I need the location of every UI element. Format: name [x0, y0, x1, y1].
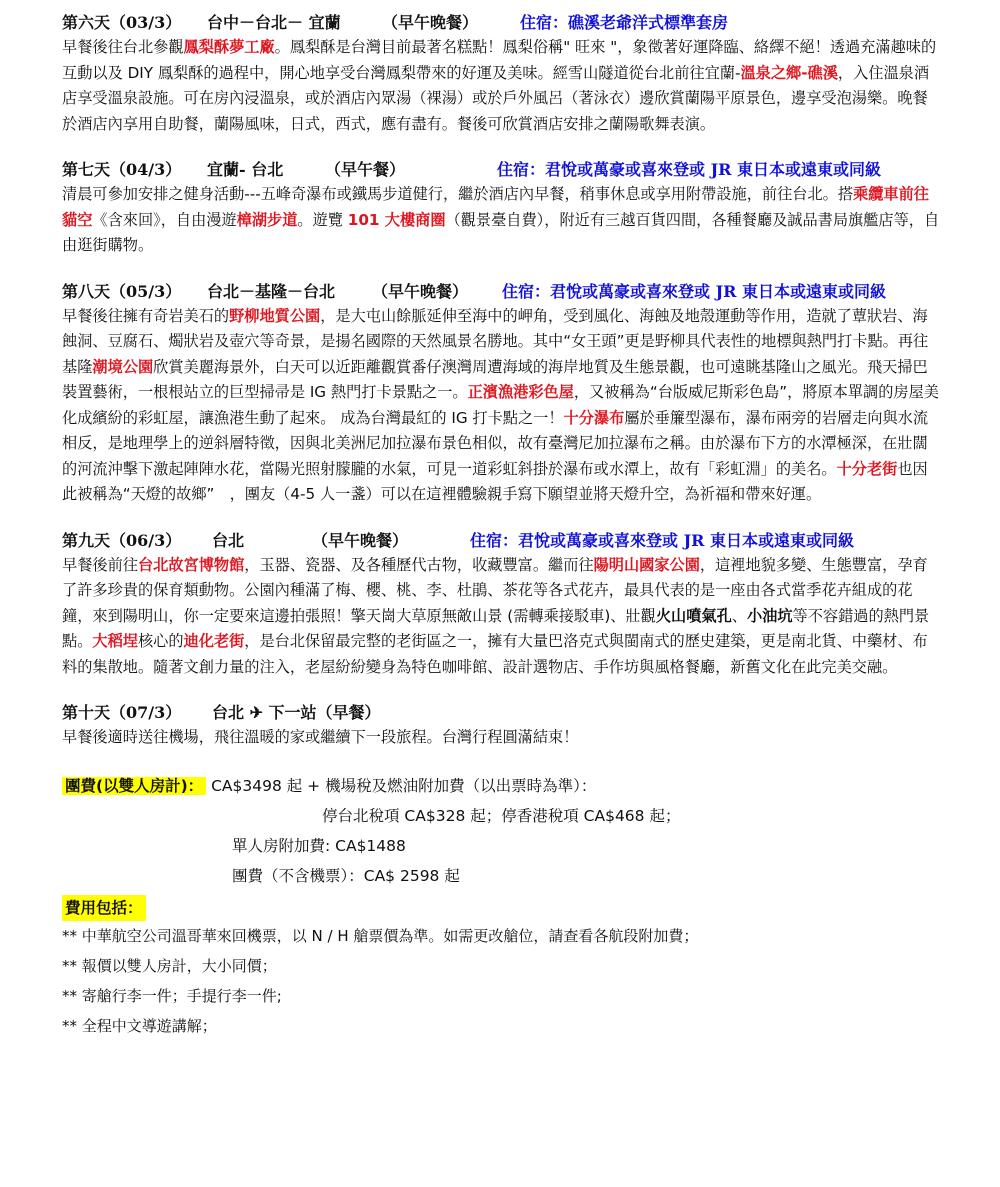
description-text: 。遊覽 [297, 210, 348, 229]
day-section [62, 528, 942, 681]
description-text: 。鳳梨酥是台灣目前最著名糕點！鳳梨俗稱" 旺來 "，象徵著好運降臨、絡繹不絕！透過充滿趣味的互動以及 DIY 鳳梨酥的過程中，開心地享受台灣鳳梨帶來的好運及美味。經雪山隧道從台北前往宜蘭- [62, 38, 937, 82]
description-text: （觀景臺自費），附近有三越百貨四間，各種餐廳及誠品書局旗艦店等，自由逛街購物。 [62, 210, 940, 254]
highlight-attraction: 正濱漁港彩色屋 [467, 383, 574, 401]
includes-item: ** 全程中文導遊講解； [62, 1016, 217, 1035]
fee-main: CA$3498 起 + 機場稅及燃油附加費（以出票時為準）： [206, 776, 597, 795]
day-heading [62, 528, 942, 553]
description-text: 清晨可參加安排之健身活動---五峰奇瀑布或鐵馬步道健行，繼於酒店內早餐，稍事休息或享用附帶設施，前往台北。搭 [62, 185, 854, 203]
highlight-attraction: 大稻埕 [92, 632, 138, 650]
includes-list [62, 921, 942, 1041]
includes-item: ** 寄艙行李一件；手提行李一件; [62, 986, 282, 1005]
fee-single: 單人房附加費: CA$1488 [232, 836, 406, 855]
includes-label: 費用包括： [62, 895, 146, 921]
day-heading-part: 台北－基隆－台北 [207, 281, 336, 301]
highlight-attraction: 迪化老街 [183, 632, 245, 650]
itinerary-page [62, 10, 942, 1041]
day-heading-part: （早午晚餐） [382, 13, 479, 32]
description-text: ，入住溫泉酒店享受溫泉設施。可在房內浸溫泉，或於酒店內眾湯（裸湯）或於戶外風呂（著泳衣）邊欣賞蘭陽平原景色，邊享受泡湯樂。晚餐於酒店內享用自助餐，蘭陽風味，日式，西式，應有盡有。餐後可欣賞酒店安排之蘭陽歌舞表演。 [62, 63, 930, 133]
day-description [62, 725, 942, 751]
day-heading-part: （早午餐） [325, 160, 406, 179]
description-text: 也因此被稱為“天燈的故鄉” ，團友（4-5 人一盞）可以在這裡體驗親手寫下願望並將天燈升空，為祈福和帶來好運。 [62, 459, 928, 503]
day-heading-part: 台中－台北－ 宜蘭 [207, 13, 341, 32]
highlight-attraction: 十分瀑布 [563, 408, 625, 427]
day-heading-part: 第九天（06/3） [62, 530, 182, 550]
description-text: 早餐後往擁有奇岩美石的 [62, 306, 230, 325]
day-heading-part: （早午晚餐） [312, 530, 409, 550]
day-heading-part: 宜蘭- 台北 [207, 160, 284, 179]
day-hotel: 住宿：君悅或萬豪或喜來登或 JR 東日本或遠東或同級 [470, 530, 855, 550]
day-heading [62, 279, 942, 304]
day-heading-part: 第六天（03/3） [62, 13, 182, 32]
day-section [62, 279, 942, 508]
description-text: 早餐後適時送往機場，飛往溫暖的家或繼續下一段旅程。台灣行程圓滿結束！ [62, 728, 579, 746]
day-description [62, 304, 942, 508]
day-heading-part: 台北 [212, 530, 245, 550]
description-text: ，玉器、瓷器、及各種歷代古物，收藏豐富。繼而往 [244, 555, 594, 574]
day-hotel: 住宿：君悅或萬豪或喜來登或 JR 東日本或遠東或同級 [502, 281, 887, 301]
highlight-attraction: 十分老街 [836, 459, 898, 478]
bold-attraction: 小油坑 [746, 606, 793, 625]
description-text: 核心的 [137, 632, 184, 650]
includes-section [62, 891, 942, 1041]
day-heading-part: （早午晚餐） [372, 281, 469, 301]
fee-taxes: 停台北稅項 CA$328 起；停香港稅項 CA$468 起； [322, 806, 681, 825]
highlight-attraction: 台北故宮博物館 [137, 555, 245, 574]
day-hotel: 住宿：礁溪老爺洋式標準套房 [520, 13, 729, 32]
day-heading-part: 第七天（04/3） [62, 160, 182, 179]
fee-section [62, 771, 942, 891]
fee-no-air: 團費（不含機票）：CA$ 2598 起 [232, 866, 460, 885]
day-hotel: 住宿：君悅或萬豪或喜來登或 JR 東日本或遠東或同級 [497, 160, 882, 179]
day-section [62, 10, 942, 137]
description-text: ，又被稱為“台版威尼斯彩色島”，將原本單調的房屋美化成繽紛的彩虹屋，讓漁港生動了起來。 成為台灣最紅的 IG 打卡點之一！ [62, 383, 939, 427]
description-text: ，是台北保留最完整的老街區之一，擁有大量巴洛克式與閩南式的歷史建築，更是南北貨、中藥材、布料的集散地。隨著文創力量的注入，老屋紛紛變身為特色咖啡館、設計選物店、手作坊與風格餐廳，新舊文化在此完美交融。 [62, 632, 928, 676]
includes-item: ** 中華航空公司溫哥華來回機票，以 N / H 艙票價為準。如需更改艙位，請查看各航段附加費； [62, 926, 699, 945]
fee-label: 團費(以雙人房計)： [62, 777, 206, 795]
day-heading [62, 10, 942, 35]
day-list [62, 10, 942, 751]
description-text: 早餐後往台北參觀 [62, 38, 184, 56]
description-text: 、 [731, 606, 747, 625]
highlight-attraction: 101 大樓商圈 [347, 210, 446, 229]
day-heading-part: 第八天（05/3） [62, 281, 182, 301]
highlight-attraction: 潮境公園 [92, 357, 154, 376]
highlight-attraction: 陽明山國家公園 [593, 555, 700, 574]
day-heading-part: 台北 ✈ 下一站（早餐） [212, 703, 381, 722]
description-text: 等不容錯過的熱門景點。 [62, 606, 930, 650]
highlight-attraction: 乘纜車前往貓空 [62, 185, 929, 229]
description-text: ，這裡地貌多變、生態豐富，孕育了許多珍貴的保育類動物。公園內種滿了梅、櫻、桃、李、杜鵑、茶花等各式花卉，最具代表的是一座由各式當季花卉組成的花鐘，來到陽明山，你一定要來這邊拍張照！擎天崗大草原無敵山景 (需轉乘接駁車)、壯觀 [62, 555, 928, 625]
description-text: 《含來回》，自由漫遊 [92, 210, 237, 229]
includes-item: ** 報價以雙人房計，大小同價； [62, 956, 277, 975]
description-text: 早餐後前往 [62, 555, 138, 574]
description-text: 屬於垂簾型瀑布，瀑布兩旁的岩層走向與水流相反，是地理學上的逆斜層特徵，因與北美洲尼加拉瀑布景色相似，故有臺灣尼加拉瀑布之稱。由於瀑布下方的水潭極深，在壯闊的河流沖擊下激起陣陣水花，當陽光照射朦朧的水氣，可見一道彩虹斜掛於瀑布或水潭上，故有「彩虹淵」的美名。 [62, 408, 929, 478]
highlight-attraction: 野柳地質公園 [229, 306, 321, 325]
day-description [62, 35, 942, 137]
day-heading [62, 157, 942, 182]
day-section [62, 700, 942, 751]
day-description [62, 553, 942, 681]
fee-main-line [62, 771, 942, 801]
day-section [62, 157, 942, 259]
highlight-attraction: 鳳梨酥夢工廠 [183, 38, 275, 56]
day-heading-part: 第十天（07/3） [62, 703, 182, 722]
day-heading [62, 700, 942, 725]
day-description [62, 182, 942, 259]
description-text: 欣賞美麗海景外，白天可以近距離觀賞番仔澳灣周遭海域的海岸地質及生態景觀，也可遠眺基隆山之風光。飛天掃巴裝置藝術，一根根站立的巨型掃帚是 IG 熱門打卡景點之一。 [62, 357, 928, 401]
highlight-attraction: 溫泉之鄉-礁溪 [740, 63, 838, 82]
bold-attraction: 火山噴氣孔 [655, 606, 732, 625]
description-text: ，是大屯山餘脈延伸至海中的岬角，受到風化、海蝕及地殼運動等作用，造就了蕈狀岩、海蝕洞、豆腐石、燭狀岩及壺穴等奇景，是揚名國際的天然風景名勝地。其中“女王頭”更是野柳具代表性的地標與熱門打卡點。再往基隆 [62, 306, 929, 376]
highlight-attraction: 樟湖步道 [236, 210, 298, 229]
